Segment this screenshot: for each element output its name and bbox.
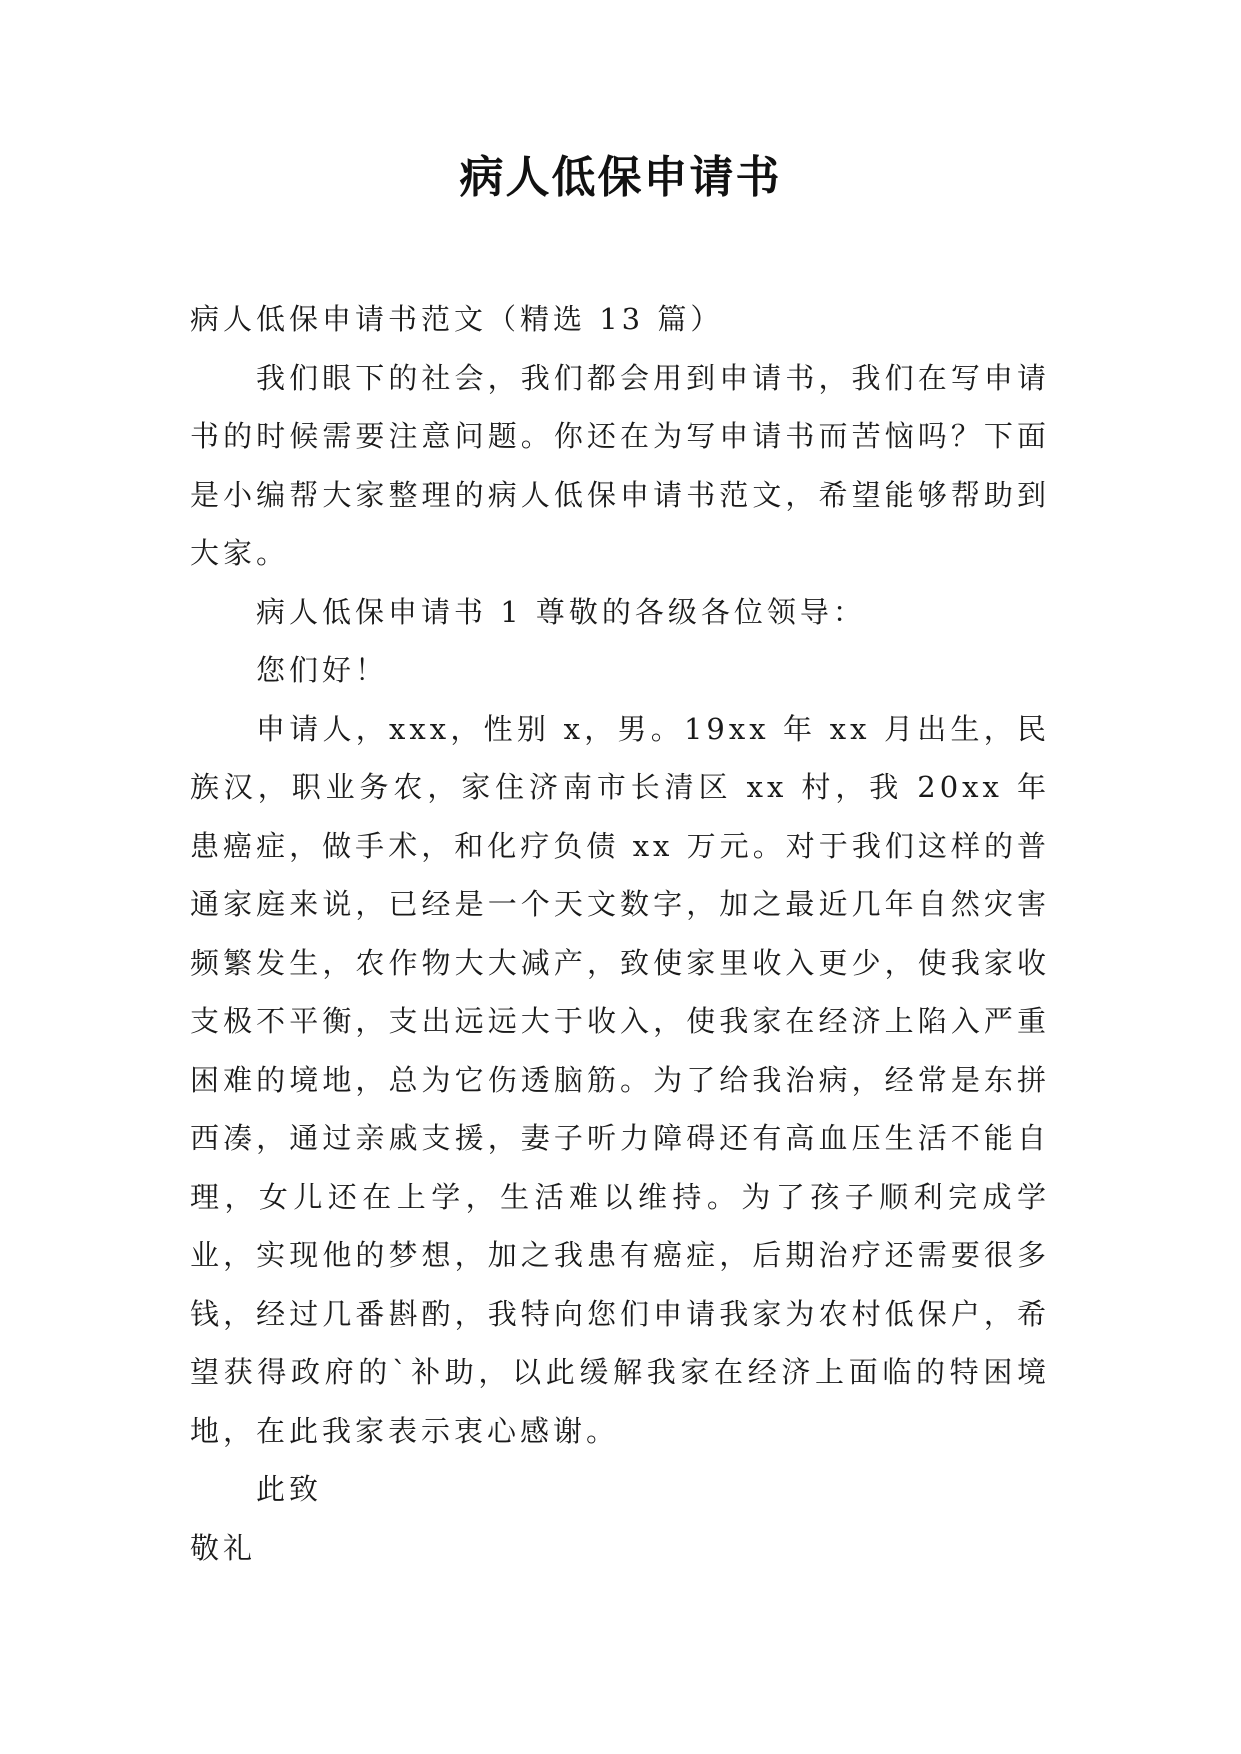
document-body <box>190 290 1050 1577</box>
intro-paragraph: 我们眼下的社会，我们都会用到申请书，我们在写申请书的时候需要注意问题。你还在为写申请书而苦恼吗？下面是小编帮大家整理的病人低保申请书范文，希望能够帮助到大家。 <box>190 360 1050 570</box>
regards-line: 敬礼 <box>190 1530 257 1565</box>
document-title: 病人低保申请书 <box>459 152 782 203</box>
document-subtitle: 病人低保申请书范文（精选 13 篇） <box>190 302 724 336</box>
main-paragraph: 申请人，xxx，性别 x，男。19xx 年 xx 月出生，民族汉，职业务农，家住济南市长清区 xx 村，我 20xx 年患癌症，做手术，和化疗负债 xx 万元。对于我们这样的普通家庭来说，已经是一个天文数字，加之最近几年自然灾害频繁发生，农作物大大减产，致使家里收入更少，使我家收支极不平衡，支出远远大于收入，使我家在经济上陷入严重困难的境地，总为它伤透脑筋。为了给我治病，经常是东拼西凑，通过亲戚支援，妻子听力障碍还有高血压生活不能自理，女儿还在上学，生活难以维持。为了孩子顺利完成学业，实现他的梦想，加之我患有癌症，后期治疗还需要很多钱，经过几番斟酌，我特向您们申请我家为农村低保户，希望获得政府的`补助，以此缓解我家在经济上面临的特困境地，在此我家表示衷心感谢。 <box>190 711 1050 1448</box>
salutation-line: 病人低保申请书 1 尊敬的各级各位领导： <box>256 594 866 629</box>
closing-line: 此致 <box>256 1472 323 1506</box>
greeting-line: 您们好！ <box>256 653 389 687</box>
